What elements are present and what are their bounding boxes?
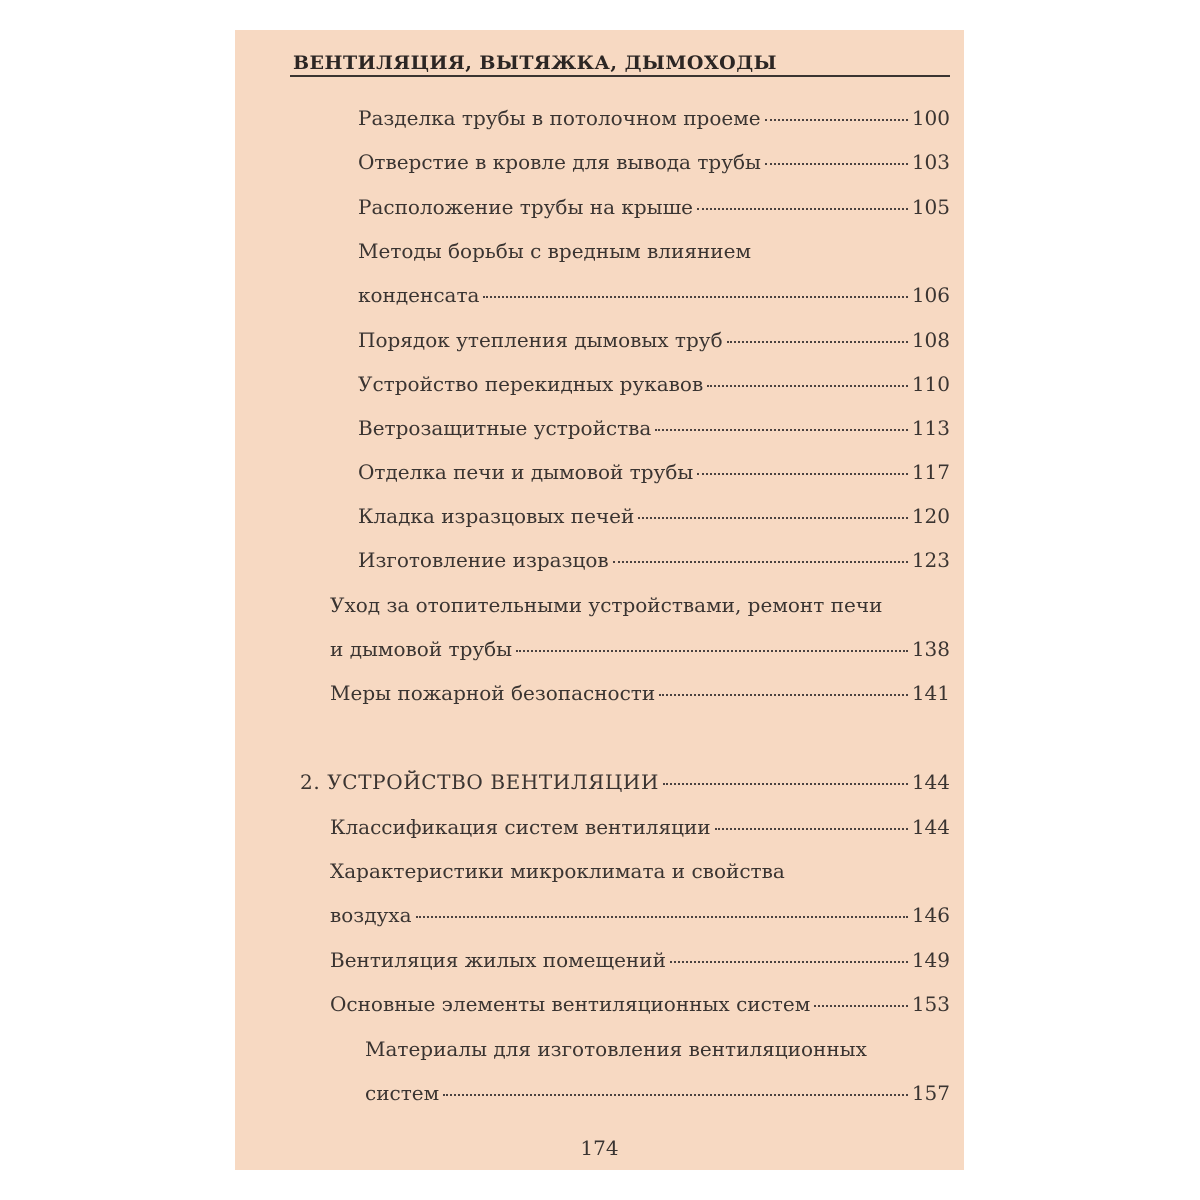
toc-leader-dots [416,916,908,918]
toc-entry-page: 117 [911,460,950,484]
running-header: ВЕНТИЛЯЦИЯ, ВЫТЯЖКА, ДЫМОХОДЫ [293,52,777,74]
toc-entry [330,813,950,841]
toc-entry-page: 106 [911,283,950,307]
toc-entry [358,237,751,265]
book-page [235,30,964,1170]
toc-entry-page: 120 [911,504,950,528]
toc-entry-title: Классификация систем вентиляции [330,815,711,839]
toc-entry-title: Отверстие в кровле для вывода трубы [358,150,761,174]
toc-entry-title: Ветрозащитные устройства [358,416,652,440]
toc-entry [365,1079,950,1107]
toc-entry-page: 100 [911,106,950,130]
toc-leader-dots [655,429,907,431]
toc-entry-page: 108 [911,328,950,352]
toc-entry-page: 153 [911,992,950,1016]
toc-entry [330,901,950,929]
toc-entry [365,1035,867,1063]
toc-entry-title: конденсата [358,283,480,307]
toc-leader-dots [814,1005,908,1007]
toc-entry-page: 138 [911,637,950,661]
toc-leader-dots [516,650,908,652]
toc-entry-page: 110 [911,372,950,396]
toc-entry-title: Отделка печи и дымовой трубы [358,460,694,484]
toc-entry-title: систем [365,1081,440,1105]
toc-entry-page: 149 [911,948,950,972]
toc-leader-dots [707,385,908,387]
toc-entry-page: 157 [911,1081,950,1105]
toc-leader-dots [443,1094,908,1096]
toc-leader-dots [670,961,908,963]
toc-entry-title: Меры пожарной безопасности [330,681,656,705]
toc-entry [358,458,950,486]
toc-leader-dots [613,561,908,563]
toc-entry [358,148,950,176]
toc-entry [330,591,882,619]
toc-entry-page: 103 [911,150,950,174]
toc-entry [330,946,950,974]
toc-entry [358,326,950,354]
toc-entry [358,104,950,132]
toc-leader-dots [663,783,908,785]
toc-leader-dots [765,163,908,165]
toc-entry [358,193,950,221]
toc-entry-page: 141 [911,681,950,705]
toc-entry-title: Расположение трубы на крыше [358,195,693,219]
toc-entry-title: Характеристики микроклимата и свойства [330,859,785,883]
toc-entry-page: 113 [911,416,950,440]
toc-entry [330,857,785,885]
toc-leader-dots [697,473,908,475]
toc-entry-title: Устройство перекидных рукавов [358,372,704,396]
header-rule [290,75,950,77]
toc-entry-page: 123 [911,548,950,572]
toc-entry-title: и дымовой трубы [330,637,513,661]
toc-entry-title: Вентиляция жилых помещений [330,948,666,972]
toc-entry-title: Методы борьбы с вредным влиянием [358,239,751,263]
toc-entry-page: 105 [911,195,950,219]
toc-entry-title: воздуха [330,903,412,927]
toc-entry [330,679,950,707]
toc-chapter-title: 2. УСТРОЙСТВО ВЕНТИЛЯЦИИ [300,770,660,794]
toc-leader-dots [765,119,908,121]
toc-entry-title: Материалы для изготовления вентиляционных [365,1037,867,1061]
toc-leader-dots [483,296,907,298]
toc-entry [358,546,950,574]
toc-entry-title: Уход за отопительными устройствами, ремонт печи [330,593,883,617]
toc-leader-dots [727,341,908,343]
toc-entry [358,502,950,530]
toc-entry-title: Основные элементы вентиляционных систем [330,992,811,1016]
toc-leader-dots [659,694,908,696]
toc-leader-dots [715,828,908,830]
toc-entry-page: 144 [911,815,950,839]
toc-leader-dots [638,517,907,519]
toc-entry-title: Разделка трубы в потолочном проеме [358,106,761,130]
toc-leader-dots [697,208,908,210]
page-number: 174 [580,1136,619,1160]
toc-chapter [300,768,950,796]
toc-entry-title: Изготовление изразцов [358,548,609,572]
toc-entry [330,635,950,663]
toc-entry-page: 146 [911,903,950,927]
toc-entry [330,990,950,1018]
toc-entry [358,370,950,398]
toc-entry [358,414,950,442]
toc-entry-title: Порядок утепления дымовых труб [358,328,723,352]
toc-entry [358,281,950,309]
toc-entry-title: Кладка изразцовых печей [358,504,635,528]
toc-entry-page: 144 [911,770,950,794]
